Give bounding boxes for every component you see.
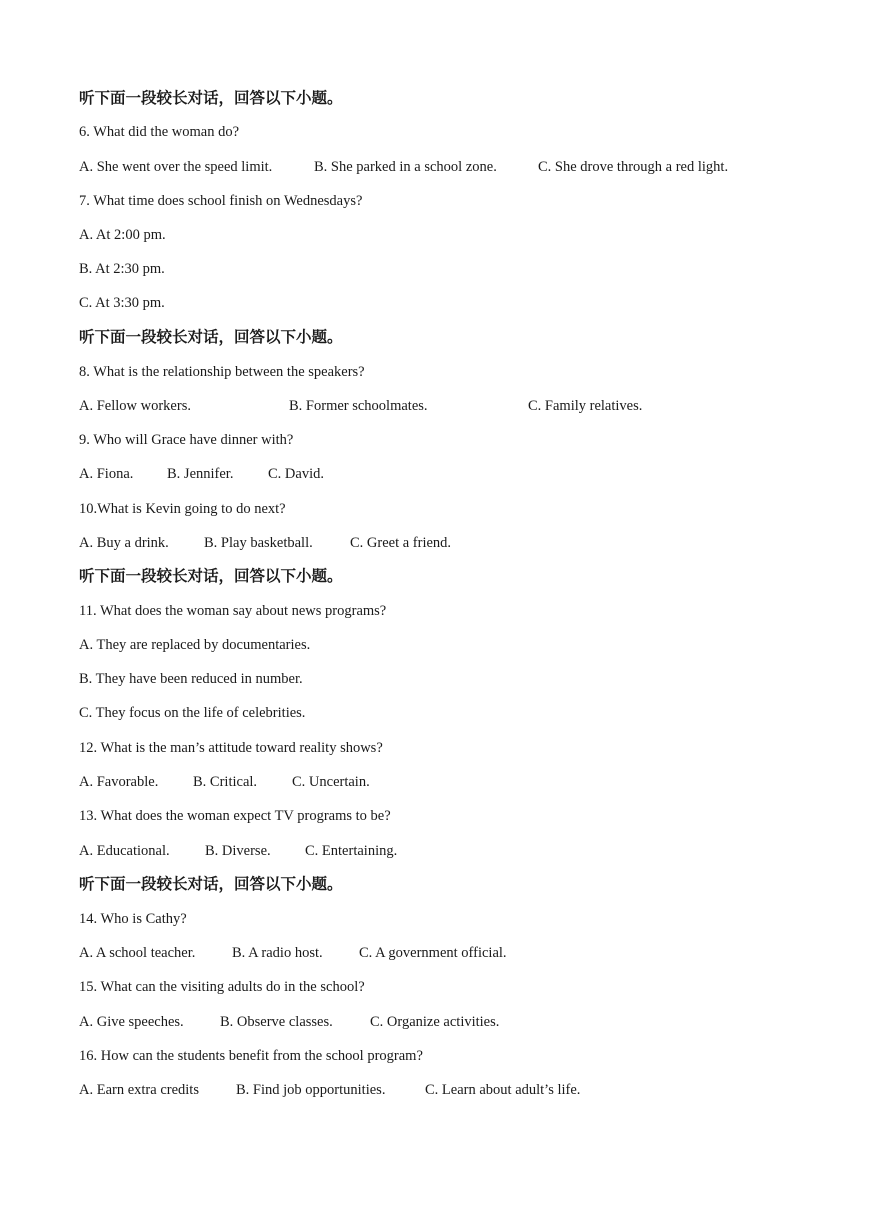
q8-option-a: A. Fellow workers. xyxy=(79,398,191,414)
q16-option-b: B. Find job opportunities. xyxy=(236,1082,386,1098)
q15-option-c: C. Organize activities. xyxy=(370,1014,500,1030)
q16-option-c: C. Learn about adult’s life. xyxy=(425,1082,581,1098)
question-8: 8. What is the relationship between the speakers? xyxy=(79,364,365,380)
question-10: 10.What is Kevin going to do next? xyxy=(79,501,286,517)
q13-option-a: A. Educational. xyxy=(79,843,170,859)
q7-option-a: A. At 2:00 pm. xyxy=(79,227,166,243)
q9-option-a: A. Fiona. xyxy=(79,466,134,482)
q6-option-a: A. She went over the speed limit. xyxy=(79,159,273,175)
q6-option-b: B. She parked in a school zone. xyxy=(314,159,497,175)
q10-option-c: C. Greet a friend. xyxy=(350,535,452,551)
q8-option-b: B. Former schoolmates. xyxy=(289,398,428,414)
q11-option-c: C. They focus on the life of celebrities. xyxy=(79,705,306,721)
q7-option-b: B. At 2:30 pm. xyxy=(79,261,165,277)
q16-option-a: A. Earn extra credits xyxy=(79,1082,199,1098)
q14-option-b: B. A radio host. xyxy=(232,945,323,961)
q7-option-c: C. At 3:30 pm. xyxy=(79,295,165,311)
question-6: 6. What did the woman do? xyxy=(79,124,240,140)
q13-option-b: B. Diverse. xyxy=(205,843,271,859)
q8-option-c: C. Family relatives. xyxy=(528,398,643,414)
section-heading: 听下面一段较长对话，回答以下小题。 xyxy=(79,328,343,346)
q14-option-a: A. A school teacher. xyxy=(79,945,196,961)
q10-option-b: B. Play basketball. xyxy=(204,535,313,551)
q15-option-b: B. Observe classes. xyxy=(220,1014,333,1030)
q9-option-b: B. Jennifer. xyxy=(167,466,234,482)
q12-option-c: C. Uncertain. xyxy=(292,774,370,790)
q6-option-c: C. She drove through a red light. xyxy=(538,159,729,175)
q10-option-a: A. Buy a drink. xyxy=(79,535,169,551)
section-heading: 听下面一段较长对话，回答以下小题。 xyxy=(79,89,343,107)
question-16: 16. How can the students benefit from the school program? xyxy=(79,1048,423,1064)
section-heading: 听下面一段较长对话，回答以下小题。 xyxy=(79,567,343,585)
question-9: 9. Who will Grace have dinner with? xyxy=(79,432,294,448)
question-7: 7. What time does school finish on Wednesdays? xyxy=(79,193,363,209)
q12-option-a: A. Favorable. xyxy=(79,774,159,790)
q14-option-c: C. A government official. xyxy=(359,945,507,961)
question-12: 12. What is the man’s attitude toward reality shows? xyxy=(79,740,383,756)
q12-option-b: B. Critical. xyxy=(193,774,258,790)
question-11: 11. What does the woman say about news programs? xyxy=(79,603,387,619)
q11-option-b: B. They have been reduced in number. xyxy=(79,671,303,687)
q11-option-a: A. They are replaced by documentaries. xyxy=(79,637,311,653)
question-14: 14. Who is Cathy? xyxy=(79,911,187,927)
q9-option-c: C. David. xyxy=(268,466,324,482)
q15-option-a: A. Give speeches. xyxy=(79,1014,184,1030)
question-15: 15. What can the visiting adults do in the school? xyxy=(79,979,365,995)
section-heading: 听下面一段较长对话，回答以下小题。 xyxy=(79,875,343,893)
q13-option-c: C. Entertaining. xyxy=(305,843,398,859)
question-13: 13. What does the woman expect TV programs to be? xyxy=(79,808,391,824)
